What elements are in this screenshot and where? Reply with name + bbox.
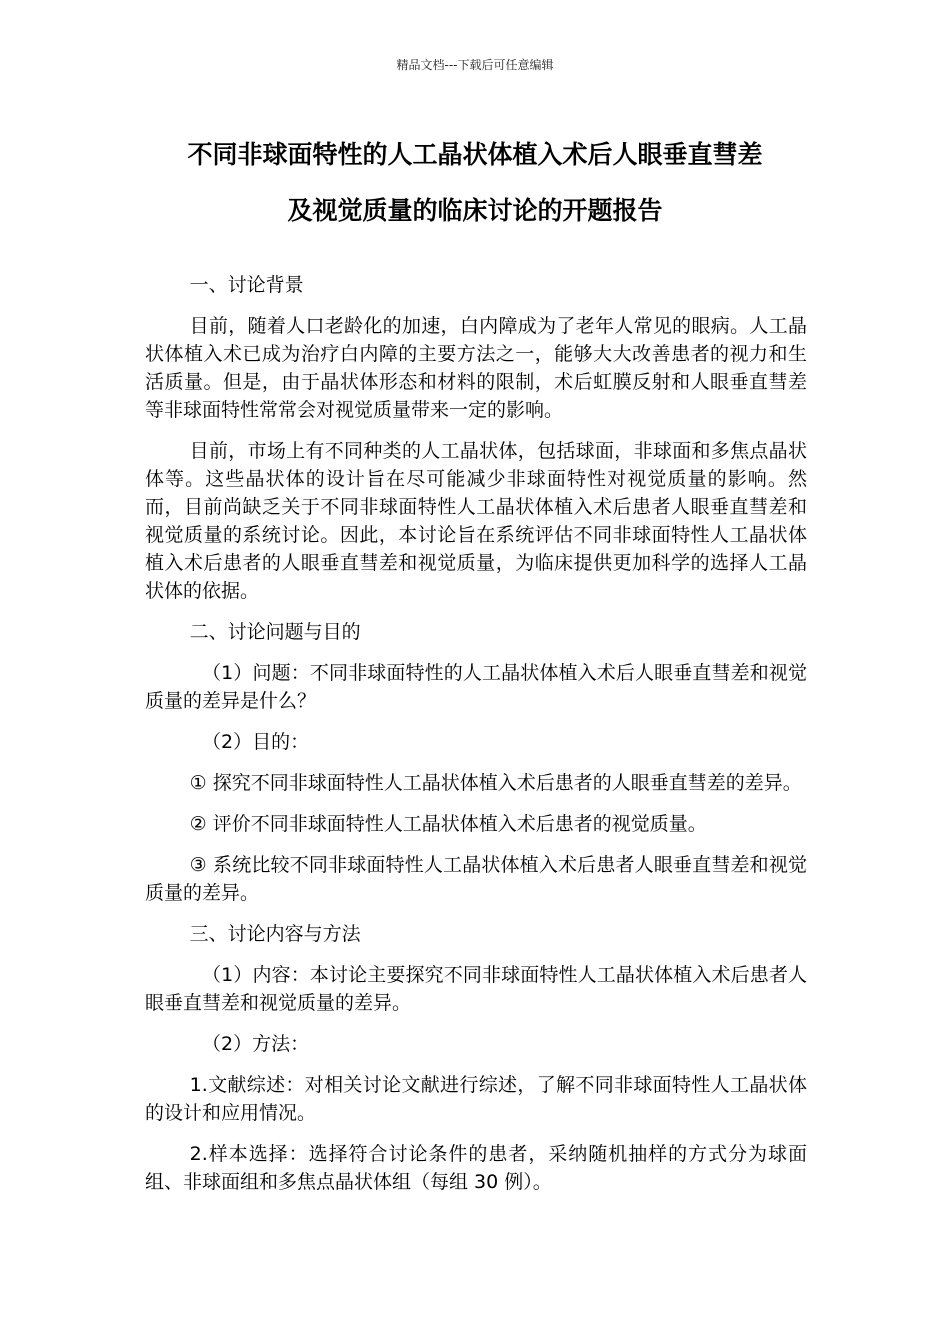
paragraph-background-2: 目前，市场上有不同种类的人工晶状体，包括球面，非球面和多焦点晶状体等。这些晶状体的设计旨在尽可能减少非球面特性对视觉质量的影响。然而，目前尚缺乏关于不同非球面特性人工晶状体植入术后患者人眼垂直彗差和视觉质量的系统讨论。因此，本讨论旨在系统评估不同非球面特性人工晶状体植入术后患者的人眼垂直彗差和视觉质量，为临床提供更加科学的选择人工晶状体的依据。 xyxy=(145,440,807,602)
paragraph-content: （1）内容：本讨论主要探究不同非球面特性人工晶状体植入术后患者人眼垂直彗差和视觉质量的差异。 xyxy=(145,964,807,1014)
list-item-purpose-1: ① 探究不同非球面特性人工晶状体植入术后患者的人眼垂直彗差的差异。 xyxy=(189,772,802,794)
list-item-method-2: 2.样本选择：选择符合讨论条件的患者，采纳随机抽样的方式分为球面组、非球面组和多焦点晶状体组（每组 30 例）。 xyxy=(145,1143,807,1193)
list-item-purpose-2: ② 评价不同非球面特性人工晶状体植入术后患者的视觉质量。 xyxy=(189,813,707,835)
header-note: 精品文档---下载后可任意编辑 xyxy=(396,58,554,72)
section-heading-methods: 三、讨论内容与方法 xyxy=(189,923,361,945)
section-heading-questions: 二、讨论问题与目的 xyxy=(189,621,361,643)
list-item-purpose-3: ③ 系统比较不同非球面特性人工晶状体植入术后患者人眼垂直彗差和视觉质量的差异。 xyxy=(145,854,807,904)
list-item-method-1: 1.文献综述：对相关讨论文献进行综述，了解不同非球面特性人工晶状体的设计和应用情况。 xyxy=(145,1074,807,1124)
paragraph-question: （1）问题：不同非球面特性的人工晶状体植入术后人眼垂直彗差和视觉质量的差异是什么？ xyxy=(145,662,807,712)
document-title-line-1: 不同非球面特性的人工晶状体植入术后人眼垂直彗差 xyxy=(187,140,763,169)
paragraph-method-label: （2）方法： xyxy=(202,1033,310,1055)
section-heading-background: 一、讨论背景 xyxy=(189,274,304,296)
paragraph-background-1: 目前，随着人口老龄化的加速，白内障成为了老年人常见的眼病。人工晶状体植入术已成为治疗白内障的主要方法之一，能够大大改善患者的视力和生活质量。但是，由于晶状体形态和材料的限制，术后虹膜反射和人眼垂直彗差等非球面特性常常会对视觉质量带来一定的影响。 xyxy=(145,315,807,421)
document-body xyxy=(145,271,807,1209)
document-title-line-2: 及视觉质量的临床讨论的开题报告 xyxy=(287,196,663,225)
paragraph-purpose-label: （2）目的： xyxy=(202,731,310,753)
